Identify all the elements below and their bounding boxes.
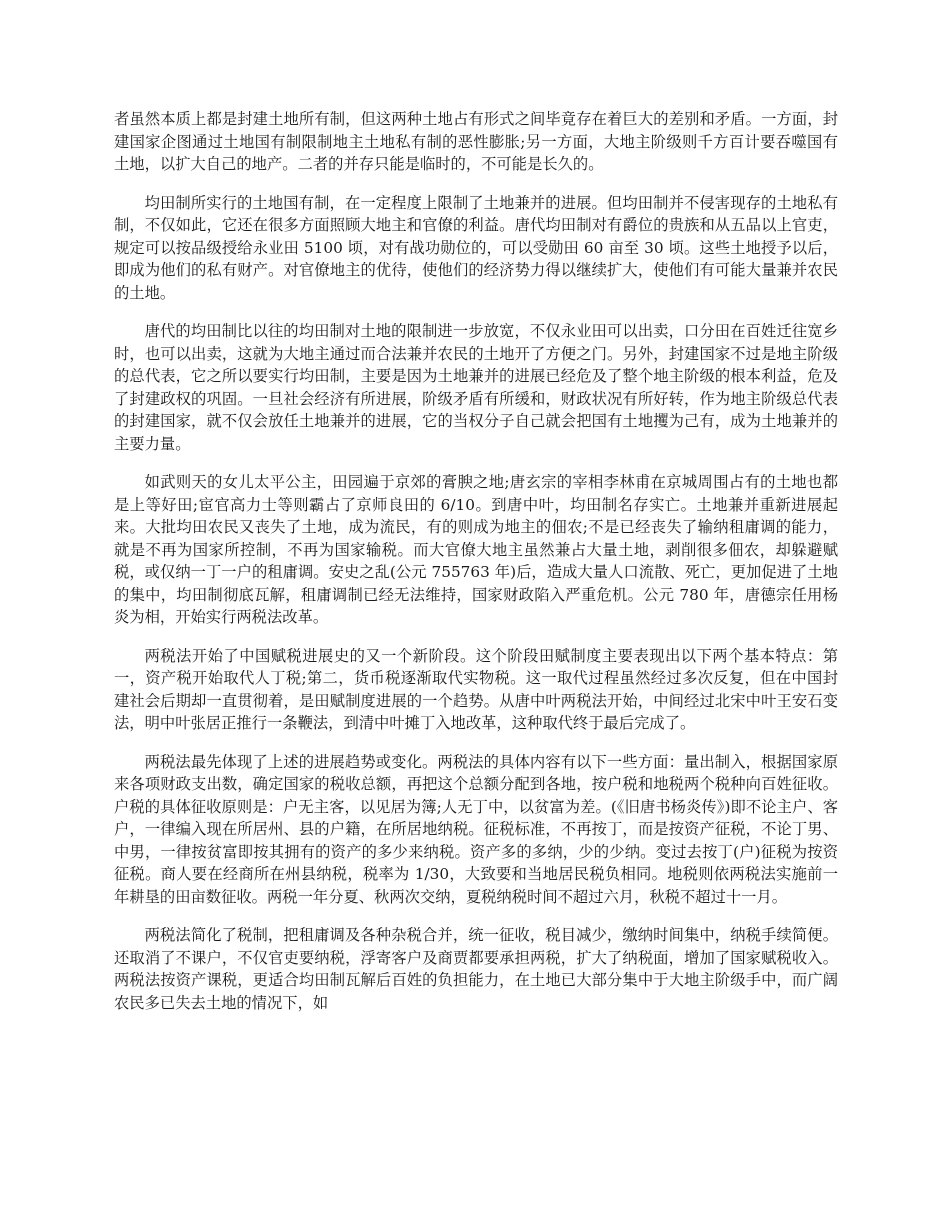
paragraph-2: 均田制所实行的土地国有制，在一定程度上限制了土地兼并的进展。但均田制并不侵害现存的土地私有制，不仅如此，它还在很多方面照顾大地主和官僚的利益。唐代均田制对有爵位的贵族和从五品以上官吏，规定可以按品级授给永业田 5100 顷，对有战功勋位的，可以受勋田 60 亩至 30 顷。这些土地授予以后，即成为他们的私有财产。对官僚地主的优待，使他们的经济势力得以继续扩大，使他们有可能大量兼并农民的土地。 — [114, 193, 838, 302]
paragraph-5: 两税法开始了中国赋税进展史的又一个新阶段。这个阶段田赋制度主要表现出以下两个基本特点：第一，资产税开始取代人丁税;第二，货币税逐渐取代实物税。这一取代过程虽然经过多次反复，但在中国封建社会后期却一直贯彻着，是田赋制度进展的一个趋势。从唐中叶两税法开始，中间经过北宋中叶王安石变法，明中叶张居正推行一条鞭法，到清中叶摊丁入地改革，这种取代终于最后完成了。 — [114, 646, 838, 732]
paragraph-3: 唐代的均田制比以往的均田制对土地的限制进一步放宽，不仅永业田可以出卖，口分田在百姓迁往宽乡时，也可以出卖，这就为大地主通过而合法兼并农民的土地开了方便之门。另外，封建国家不过是地主阶级的总代表，它之所以要实行均田制，主要是因为土地兼并的进展已经危及了整个地主阶级的根本利益，危及了封建政权的巩固。一旦社会经济有所进展，阶级矛盾有所缓和，财政状况有所好转，作为地主阶级总代表的封建国家，就不仅会放任土地兼并的进展，它的当权分子自己就会把国有土地攫为己有，成为土地兼并的主要力量。 — [114, 322, 838, 453]
paragraph-7: 两税法简化了税制，把租庸调及各种杂税合并，统一征收，税目减少，缴纳时间集中，纳税手续简便。还取消了不课户，不仅官吏要纳税，浮寄客户及商贾都要承担两税，扩大了纳税面，增加了国家赋税收入。两税法按资产课税，更适合均田制瓦解后百姓的负担能力，在土地已大部分集中于大地主阶级手中，而广阔农民多已失去土地的情况下，如 — [114, 926, 838, 1012]
paragraph-4: 如武则天的女儿太平公主，田园遍于京郊的膏腴之地;唐玄宗的宰相李林甫在京城周围占有的土地也都是上等好田;宦官高力士等则霸占了京师良田的 6/10。到唐中叶，均田制名存实亡。土地兼并重新进展起来。大批均田农民又丧失了土地，成为流民，有的则成为地主的佃农;不是已经丧失了输纳租庸调的能力，就是不再为国家所控制，不再为国家输税。而大官僚大地主虽然兼占大量土地，剥削很多佃农，却躲避赋税，或仅纳一丁一户的租庸调。安史之乱(公元 755763 年)后，造成大量人口流散、死亡，更加促进了土地的集中，均田制彻底瓦解，租庸调制已经无法维持，国家财政陷入严重危机。公元 780 年，唐德宗任用杨炎为相，开始实行两税法改革。 — [114, 473, 838, 626]
paragraph-1: 者虽然本质上都是封建土地所有制，但这两种土地占有形式之间毕竟存在着巨大的差别和矛盾。一方面，封建国家企图通过土地国有制限制地主土地私有制的恶性膨胀;另一方面，大地主阶级则千方百计要吞噬国有土地，以扩大自己的地产。二者的并存只能是临时的，不可能是长久的。 — [114, 110, 838, 173]
document-body — [114, 108, 838, 1030]
paragraph-6: 两税法最先体现了上述的进展趋势或变化。两税法的具体内容有以下一些方面：量出制入，根据国家原来各项财政支出数，确定国家的税收总额，再把这个总额分配到各地，按户税和地税两个税种向百姓征收。户税的具体征收原则是：户无主客，以见居为簿;人无丁中，以贫富为差。(《旧唐书杨炎传》)即不论主户、客户，一律编入现在所居州、县的户籍，在所居地纳税。征税标准，不再按丁，而是按资产征税，不论丁男、中男，一律按贫富即按其拥有的资产的多少来纳税。资产多的多纳，少的少纳。变过去按丁(户)征税为按资征税。商人要在经商所在州县纳税，税率为 1/30，大致要和当地居民税负相同。地税则依两税法实施前一年耕垦的田亩数征收。两税一年分夏、秋两次交纳，夏税纳税时间不超过六月，秋税不超过十一月。 — [114, 752, 838, 906]
